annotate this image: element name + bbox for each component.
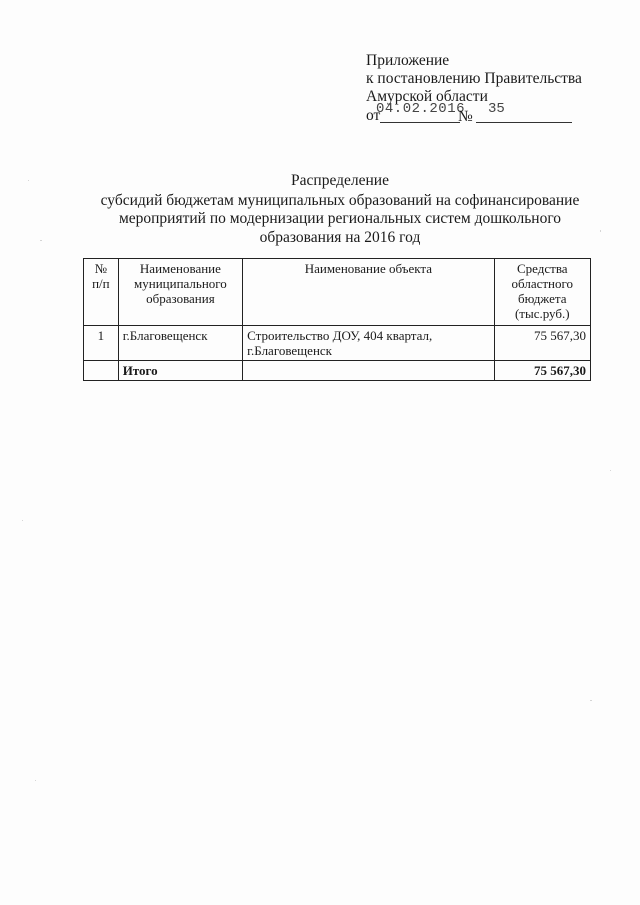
- header-funds: Средства областного бюджета (тыс.руб.): [494, 259, 590, 326]
- total-label: Итого: [118, 361, 242, 381]
- total-num-cell: [84, 361, 119, 381]
- total-object-cell: [243, 361, 494, 381]
- table-row: [84, 326, 591, 361]
- number-underline: [476, 122, 572, 123]
- scan-speck: [600, 230, 601, 232]
- appendix-block: [366, 52, 626, 128]
- appendix-line-1: Приложение: [366, 52, 450, 69]
- table-total-row: [84, 361, 591, 381]
- date-prefix: от: [366, 107, 381, 124]
- scan-speck: [590, 700, 592, 701]
- title-line-1: Распределение: [291, 172, 389, 189]
- appendix-line-2: к постановлению Правительства: [366, 70, 582, 87]
- title-line-4: образования на 2016 год: [259, 228, 421, 246]
- header-object: Наименование объекта: [243, 259, 494, 326]
- date-value: 04.02.2016: [376, 101, 466, 117]
- scan-speck: [40, 240, 42, 241]
- header-municipality: Наименование муниципального образования: [118, 259, 242, 326]
- scan-speck: [28, 180, 29, 181]
- header-num: № п/п: [84, 259, 119, 326]
- title-line-2: субсидий бюджетам муниципальных образований на софинансирование: [100, 191, 580, 209]
- appendix-line-3: Амурской области: [366, 88, 488, 105]
- document-title: [100, 172, 580, 247]
- scan-speck: [610, 470, 611, 471]
- number-value: 35: [488, 101, 505, 117]
- scan-speck: [35, 780, 36, 781]
- table-header-row: [84, 259, 591, 326]
- number-prefix: №: [458, 108, 473, 125]
- row-object: Строительство ДОУ, 404 квартал, г.Благовещенск: [243, 326, 494, 361]
- scan-speck: [22, 520, 23, 521]
- row-num: 1: [84, 326, 119, 361]
- date-number-line: [366, 101, 626, 128]
- date-underline: [380, 122, 460, 123]
- title-line-3: мероприятий по модернизации региональных систем дошкольного: [118, 210, 562, 227]
- total-funds: 75 567,30: [494, 361, 590, 381]
- row-funds: 75 567,30: [494, 326, 590, 361]
- distribution-table: [83, 258, 591, 381]
- row-municipality: г.Благовещенск: [118, 326, 242, 361]
